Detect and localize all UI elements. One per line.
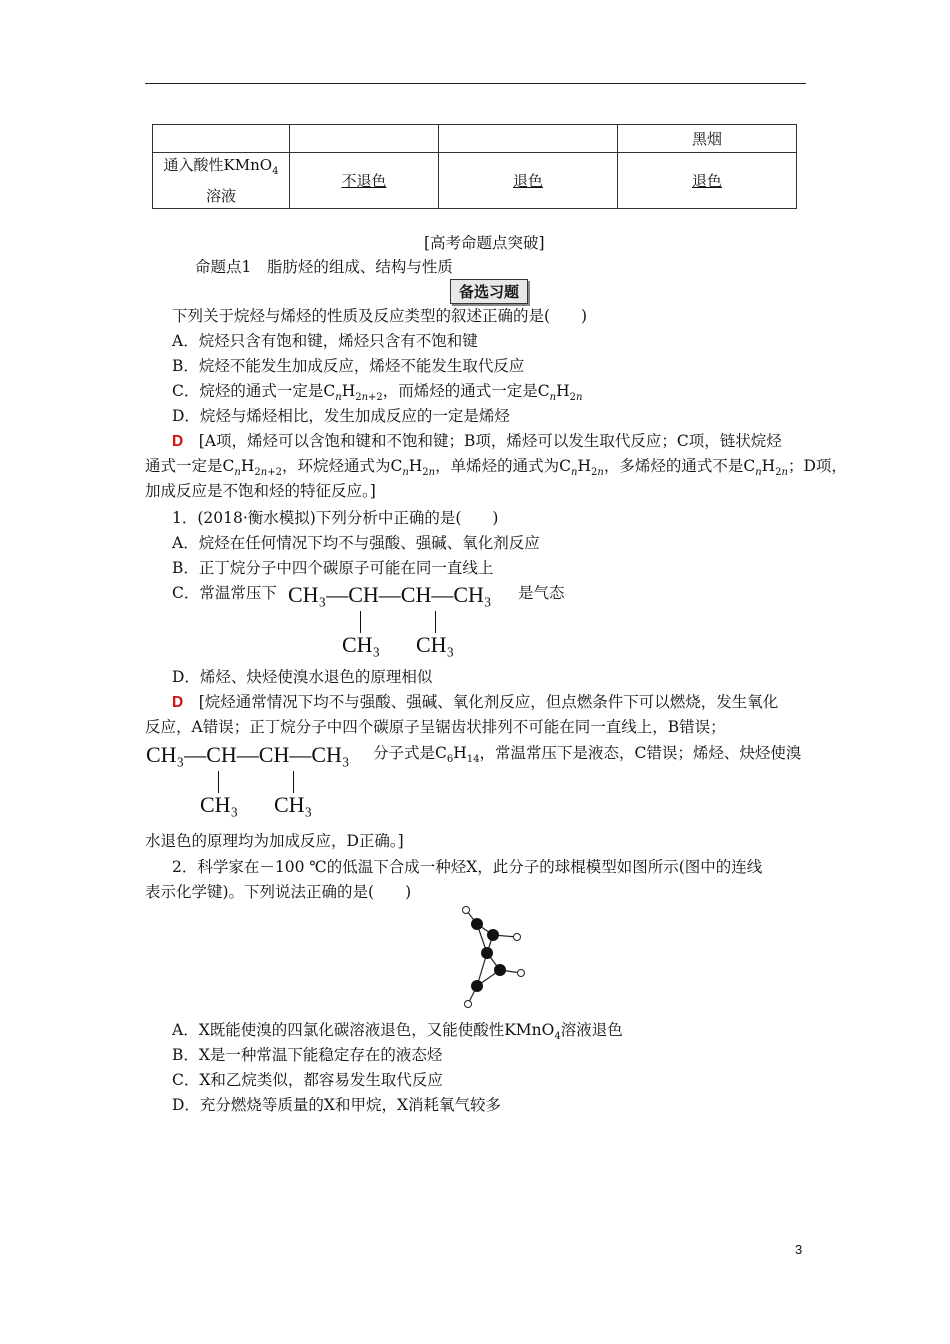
q2-option-c: C．X和乙烷类似，都容易发生取代反应	[172, 1071, 443, 1089]
label-text: 通入酸性KMnO	[163, 156, 273, 174]
q1-option-c-pre: C．常温常压下	[172, 584, 277, 602]
hydrogen-atom	[518, 970, 525, 977]
text: C．烷烃的通式一定是C	[172, 382, 336, 400]
table-cell	[153, 125, 290, 153]
point-title: 命题点1 脂肪烃的组成、结构与性质	[195, 258, 453, 276]
q1-option-a: A．烷烃在任何情况下均不与强酸、强碱、氧化剂反应	[172, 534, 540, 552]
formula-branch: CH₃	[200, 792, 239, 817]
formula-branch: CH₃	[274, 792, 313, 817]
hydrogen-atom	[463, 907, 470, 914]
exercise-badge: 备选习题	[450, 279, 528, 304]
q0-option-a: A．烷烃只含有饱和键，烯烃只含有不饱和键	[172, 332, 478, 350]
q0-option-c: C．烷烃的通式一定是$C_nH_{2n+2}$，而烯烃的通式一定是$C_nH_{2n}$	[172, 382, 583, 404]
table-cell	[290, 153, 439, 209]
text: 分子式是C	[373, 744, 447, 762]
page-number: 3	[795, 1242, 803, 1257]
bond-line	[435, 611, 436, 633]
q2-stem: 2．科学家在－100 ℃的低温下合成一种烃X，此分子的球棍模型如图所示(图中的连线	[172, 858, 763, 876]
bond-line	[360, 611, 361, 633]
q1-option-d: D．烯烃、炔烃使溴水退色的原理相似	[172, 668, 433, 686]
bond-line	[293, 771, 294, 793]
carbon-atom	[481, 947, 493, 959]
q2-option-a: A．X既能使溴的四氯化碳溶液退色，又能使酸性KMnO$_4$溶液退色	[172, 1021, 623, 1043]
structural-formula	[288, 582, 492, 657]
table-row-label	[153, 153, 290, 209]
table-cell: 黑烟	[618, 125, 797, 153]
cell-value: 退色	[691, 172, 722, 190]
formula-main: CH₃—CH—CH—CH₃	[288, 582, 492, 607]
carbon-atom	[471, 918, 483, 930]
q1-option-c-post: 是气态	[518, 584, 565, 602]
table-cell	[439, 153, 618, 209]
q2-stem-2: 表示化学键)。下列说法正确的是( )	[145, 883, 412, 901]
label-text: 溶液	[205, 187, 236, 205]
text: 溶液退色	[560, 1021, 623, 1039]
carbon-atom	[471, 980, 483, 992]
bond-line	[218, 771, 219, 793]
text: [烷烃通常情况下均不与强酸、强碱、氧化剂反应，但点燃条件下可以燃烧，发生氧化	[198, 693, 779, 711]
carbon-atom	[487, 929, 499, 941]
ball-stick-model	[455, 900, 530, 1012]
text: ；D项，	[788, 457, 847, 475]
answer-letter: D	[172, 433, 184, 450]
q1-stem: 1．(2018·衡水模拟)下列分析中正确的是( )	[172, 509, 499, 527]
header-rule	[145, 83, 806, 84]
carbon-atom	[494, 964, 506, 976]
cell-value: 不退色	[341, 172, 387, 190]
text: ，多烯烃的通式不是C	[603, 457, 756, 475]
subscript: 4	[272, 166, 279, 177]
text: A．X既能使溴的四氯化碳溶液退色，又能使酸性KMnO	[172, 1021, 555, 1039]
comparison-table	[152, 124, 797, 209]
q1-option-b: B．正丁烷分子中四个碳原子可能在同一直线上	[172, 559, 494, 577]
formula-branch: CH₃	[342, 632, 381, 657]
q1-explanation	[172, 690, 778, 715]
q2-option-b: B．X是一种常温下能稳定存在的液态烃	[172, 1046, 443, 1064]
q0-option-d: D．烷烃与烯烃相比，发生加成反应的一定是烯烃	[172, 407, 510, 425]
q0-explanation	[172, 429, 782, 454]
section-heading: [高考命题点突破]	[424, 234, 545, 252]
text: ，而烯烃的通式一定是C	[382, 382, 550, 400]
formula-branch: CH₃	[416, 632, 455, 657]
hydrogen-atom	[465, 1001, 472, 1008]
text: ，环烷烃通式为C	[281, 457, 403, 475]
cell-value: 退色	[512, 172, 543, 190]
table-cell	[439, 125, 618, 153]
text: [A项，烯烃可以含饱和键和不饱和键；B项，烯烃可以发生取代反应；C项，链状烷烃	[198, 432, 782, 450]
q0-stem: 下列关于烷烃与烯烃的性质及反应类型的叙述正确的是( )	[172, 307, 588, 325]
text: ，单烯烃的通式为C	[435, 457, 571, 475]
q0-explanation-2: 通式一定是$C_nH_{2n+2}$，环烷烃通式为$C_nH_{2n}$，单烯烃的通式为$C_nH_{2n}$，多烯烃的通式不是$C_nH_{2n}$；D项，	[145, 457, 847, 479]
q2-option-d: D．充分燃烧等质量的X和甲烷，X消耗氧气较多	[172, 1096, 501, 1114]
q1-explanation-3: 分子式是$C_6H_{14}$，常温常压下是液态，C错误；烯烃、炔烃使溴	[373, 744, 802, 766]
hydrogen-atom	[514, 934, 521, 941]
q1-explanation-2: 反应，A错误；正丁烷分子中四个碳原子呈锯齿状排列不可能在同一直线上，B错误；	[145, 718, 726, 736]
q0-explanation-3: 加成反应是不饱和烃的特征反应。]	[145, 482, 376, 500]
table-cell	[290, 125, 439, 153]
structural-formula-2	[146, 742, 350, 817]
answer-letter: D	[172, 694, 184, 711]
formula-main: CH₃—CH—CH—CH₃	[146, 742, 350, 767]
text: 通式一定是C	[145, 457, 235, 475]
q0-option-b: B．烷烃不能发生加成反应，烯烃不能发生取代反应	[172, 357, 525, 375]
q1-explanation-4: 水退色的原理均为加成反应，D正确。]	[145, 832, 404, 850]
text: ，常温常压下是液态，C错误；烯烃、炔烃使溴	[479, 744, 802, 762]
table-cell	[618, 153, 797, 209]
